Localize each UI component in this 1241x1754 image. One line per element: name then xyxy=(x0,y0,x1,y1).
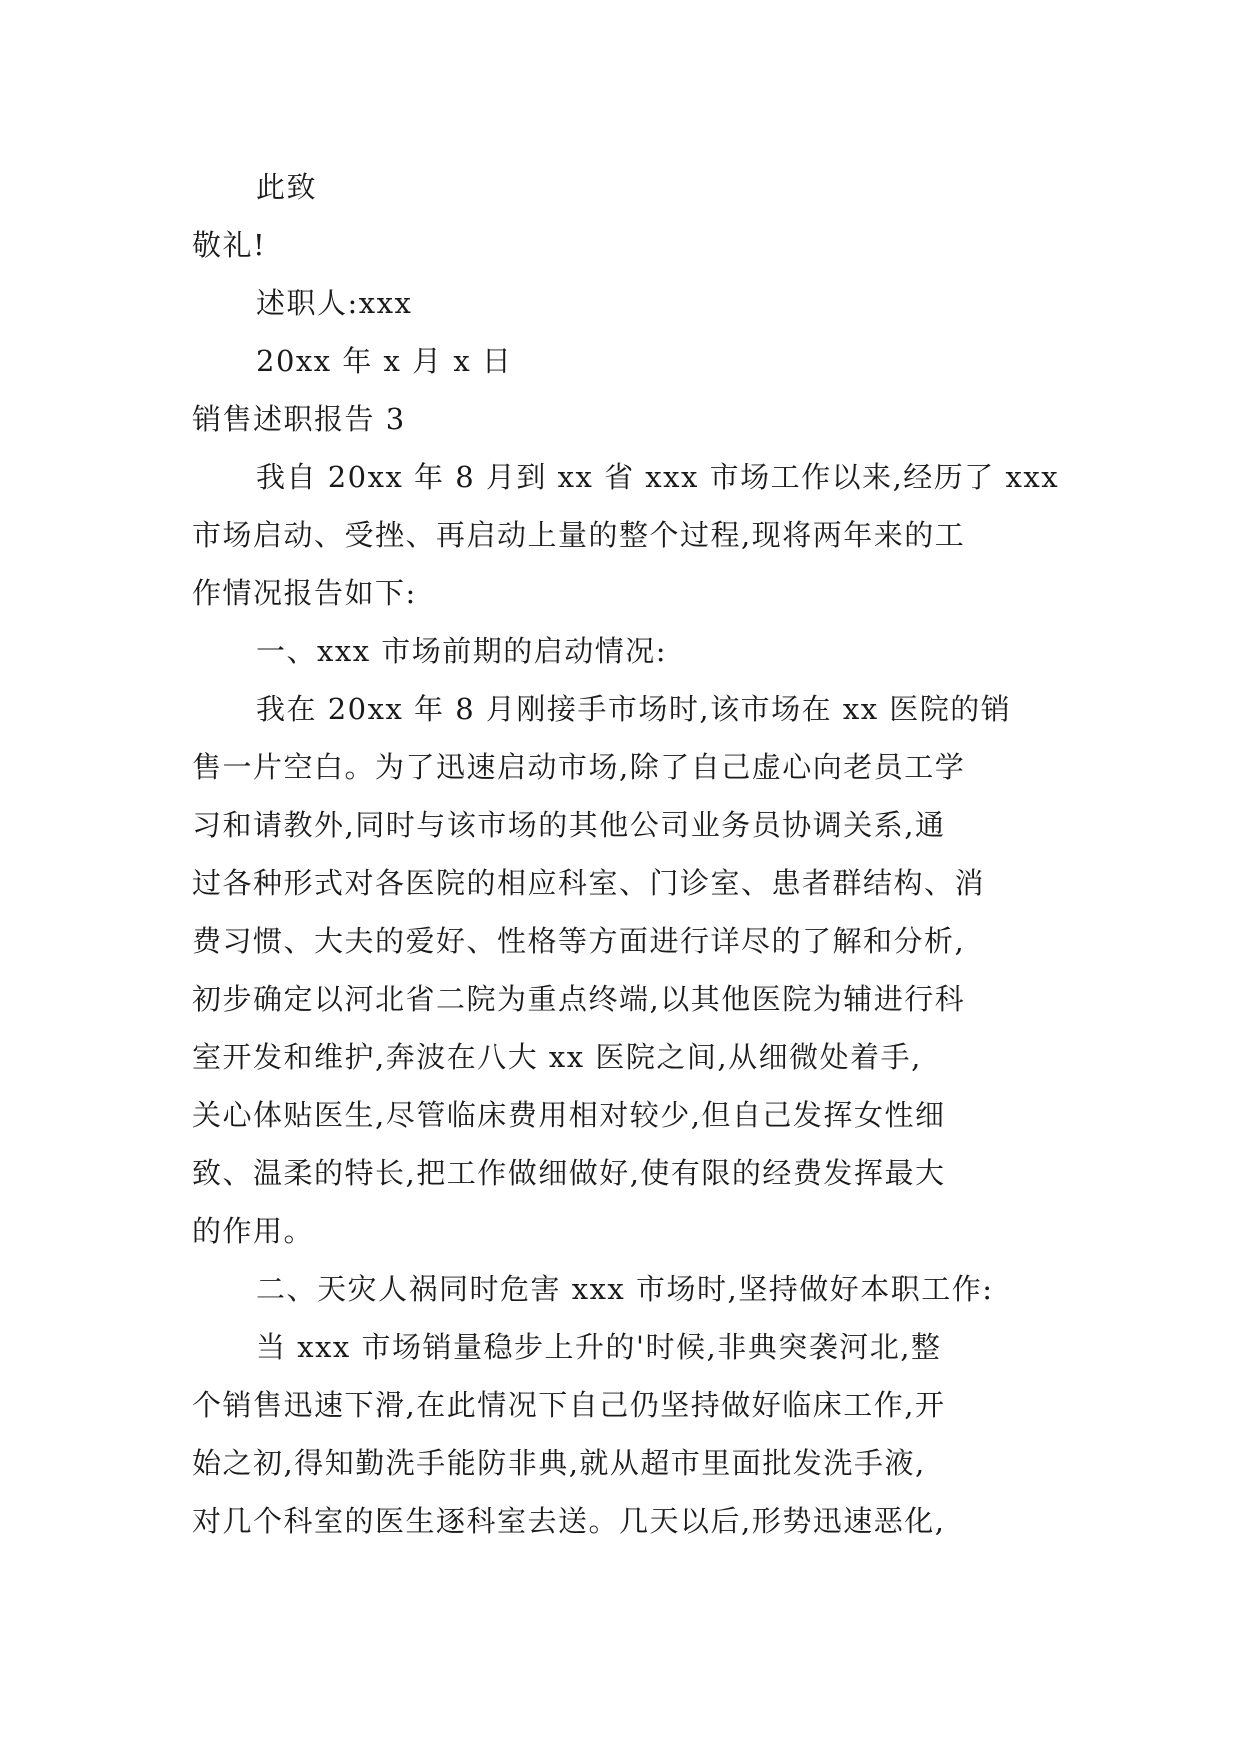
paragraph-line: 致、温柔的特长,把工作做细做好,使有限的经费发挥最大 xyxy=(192,1156,946,1190)
paragraph-line: 过各种形式对各医院的相应科室、门诊室、患者群结构、消 xyxy=(192,866,986,900)
paragraph-line: 我自 20xx 年 8 月到 xx 省 xxx 市场工作以来,经历了 xxx xyxy=(256,460,1060,494)
paragraph-line: 市场启动、受挫、再启动上量的整个过程,现将两年来的工 xyxy=(192,518,966,552)
paragraph-line: 初步确定以河北省二院为重点终端,以其他医院为辅进行科 xyxy=(192,982,966,1016)
paragraph-line: 关心体贴医生,尽管临床费用相对较少,但自己发挥女性细 xyxy=(192,1098,946,1132)
paragraph-line: 费习惯、大夫的爱好、性格等方面进行详尽的了解和分析, xyxy=(192,924,966,958)
paragraph-line: 我在 20xx 年 8 月刚接手市场时,该市场在 xx 医院的销 xyxy=(256,692,1012,726)
paragraph-line: 的作用。 xyxy=(192,1214,315,1248)
paragraph-line: 对几个科室的医生逐科室去送。几天以后,形势迅速恶化, xyxy=(192,1504,946,1538)
paragraph-line: 售一片空白。为了迅速启动市场,除了自己虚心向老员工学 xyxy=(192,750,966,784)
paragraph-line: 作情况报告如下: xyxy=(192,576,417,610)
paragraph-line: 始之初,得知勤洗手能防非典,就从超市里面批发洗手液, xyxy=(192,1446,926,1480)
document-body xyxy=(192,158,1072,1550)
section-heading: 一、xxx 市场前期的启动情况: xyxy=(256,634,668,668)
paragraph-line: 当 xxx 市场销量稳步上升的'时候,非典突袭河北,整 xyxy=(256,1330,942,1364)
closing-salutation: 此致 xyxy=(256,170,318,204)
report-title: 销售述职报告 3 xyxy=(192,402,406,436)
paragraph-line: 个销售迅速下滑,在此情况下自己仍坚持做好临床工作,开 xyxy=(192,1388,946,1422)
section-heading: 二、天灾人祸同时危害 xxx 市场时,坚持做好本职工作: xyxy=(256,1272,994,1306)
reporter-signature: 述职人:xxx xyxy=(256,286,413,320)
paragraph-line: 室开发和维护,奔波在八大 xx 医院之间,从细微处着手, xyxy=(192,1040,922,1074)
report-date: 20xx 年 x 月 x 日 xyxy=(256,344,513,378)
paragraph-line: 习和请教外,同时与该市场的其他公司业务员协调关系,通 xyxy=(192,808,946,842)
closing-respect: 敬礼! xyxy=(192,228,267,262)
